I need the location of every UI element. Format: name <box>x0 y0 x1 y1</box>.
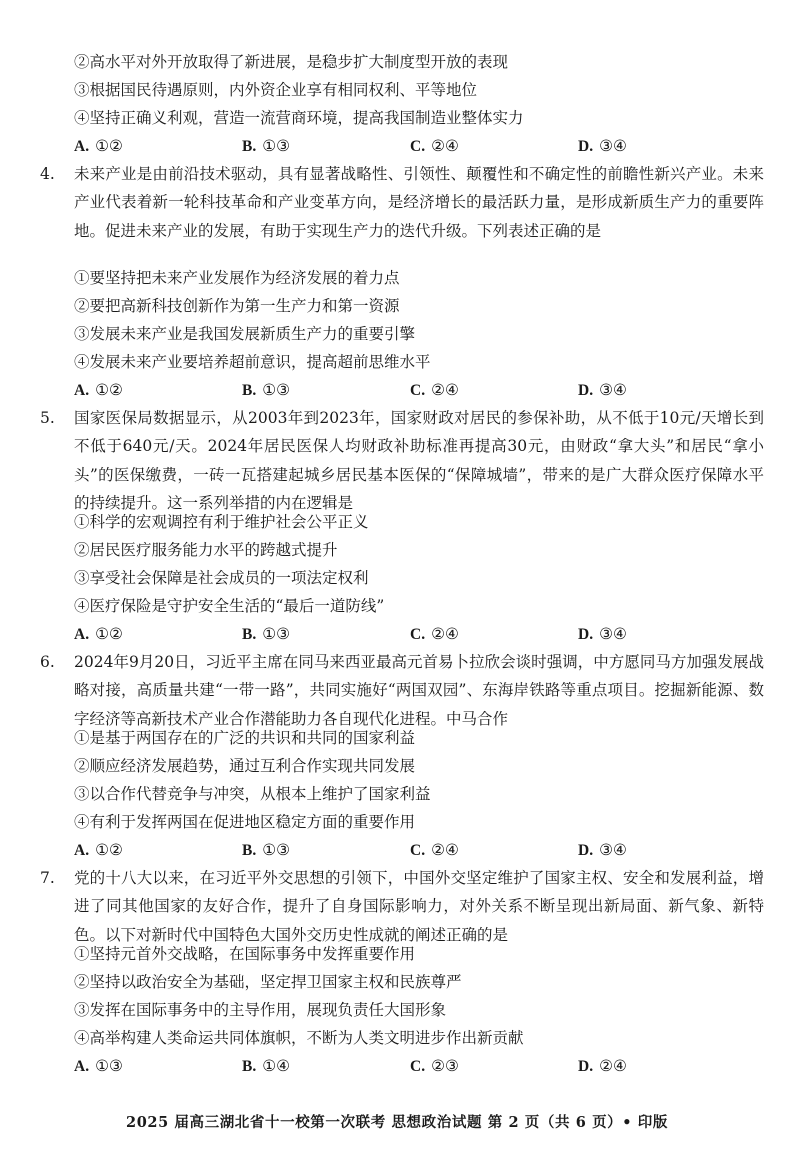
q7-option-a: A. ①③ <box>74 1057 123 1075</box>
q4-item-4: ④发展未来产业要培养超前意识，提高超前思维水平 <box>74 353 431 371</box>
q5-item-4: ④医疗保险是守护安全生活的“最后一道防线” <box>74 597 385 615</box>
q3-item-3: ③根据国民待遇原则，内外资企业享有相同权利、平等地位 <box>74 81 478 99</box>
q4-option-d: D. ③④ <box>578 381 627 399</box>
q4-options <box>74 380 674 400</box>
q5-stem: 国家医保局数据显示，从2003年到2023年，国家财政对居民的参保补助，从不低于10元/天增长到不低于640元/天。2024年居民医保人均财政补助标准再提高30元，由财政“拿大头”和居民“拿小头”的医保缴费，一砖一瓦搭建起城乡居民基本医保的“保障城墙”，带来的是广大群众医疗保障水平的持续提升。这一系列举措的内在逻辑是 <box>74 409 764 512</box>
q6-options <box>74 840 674 860</box>
page-footer: 2025 届高三湖北省十一校第一次联考 思想政治试题 第 2 页（共 6 页）• 印版 <box>126 1114 668 1131</box>
q6-number: 6. <box>40 653 55 671</box>
q5-options <box>74 624 674 644</box>
q7-stem: 党的十八大以来，在习近平外交思想的引领下，中国外交坚定维护了国家主权、安全和发展利益，增进了同其他国家的友好合作，提升了自身国际影响力，对外关系不断呈现出新局面、新气象、新特色。以下对新时代中国特色大国外交历史性成就的阐述正确的是 <box>74 869 764 944</box>
q4-number: 4. <box>40 165 55 183</box>
q6-item-2: ②顺应经济发展趋势，通过互利合作实现共同发展 <box>74 757 416 775</box>
q7-option-b: B. ①④ <box>242 1057 291 1075</box>
q6-item-1: ①是基于两国存在的广泛的共识和共同的国家利益 <box>74 729 416 747</box>
q3-option-b: B. ①③ <box>242 137 291 155</box>
q6-option-a: A. ①② <box>74 841 123 859</box>
q7-item-1: ①坚持元首外交战略，在国际事务中发挥重要作用 <box>74 945 416 963</box>
q6-option-b: B. ①③ <box>242 841 291 859</box>
q6-item-4: ④有利于发挥两国在促进地区稳定方面的重要作用 <box>74 813 416 831</box>
q4-item-3: ③发展未来产业是我国发展新质生产力的重要引擎 <box>74 325 416 343</box>
q6-item-3: ③以合作代替竞争与冲突，从根本上维护了国家利益 <box>74 785 431 803</box>
q5-item-3: ③享受社会保障是社会成员的一项法定权利 <box>74 569 369 587</box>
q7-item-2: ②坚持以政治安全为基础，坚定捍卫国家主权和民族尊严 <box>74 973 462 991</box>
q6-option-d: D. ③④ <box>578 841 627 859</box>
q4-option-a: A. ①② <box>74 381 123 399</box>
q4-item-2: ②要把高新科技创新作为第一生产力和第一资源 <box>74 297 400 315</box>
q3-options <box>74 136 674 156</box>
q4-item-1: ①要坚持把未来产业发展作为经济发展的着力点 <box>74 269 400 287</box>
q3-option-d: D. ③④ <box>578 137 627 155</box>
q4-option-c: C. ②④ <box>410 381 459 399</box>
q7-item-3: ③发挥在国际事务中的主导作用，展现负责任大国形象 <box>74 1001 447 1019</box>
q7-option-d: D. ②④ <box>578 1057 627 1075</box>
q5-item-1: ①科学的宏观调控有利于维护社会公平正义 <box>74 513 369 531</box>
q5-item-2: ②居民医疗服务能力水平的跨越式提升 <box>74 541 338 559</box>
q4-option-b: B. ①③ <box>242 381 291 399</box>
q3-item-2: ②高水平对外开放取得了新进展，是稳步扩大制度型开放的表现 <box>74 53 509 71</box>
q5-option-d: D. ③④ <box>578 625 627 643</box>
q5-option-b: B. ①③ <box>242 625 291 643</box>
q7-options <box>74 1056 674 1076</box>
q3-option-c: C. ②④ <box>410 137 459 155</box>
q3-item-4: ④坚持正确义利观，营造一流营商环境，提高我国制造业整体实力 <box>74 109 524 127</box>
q4-stem: 未来产业是由前沿技术驱动，具有显著战略性、引领性、颠覆性和不确定性的前瞻性新兴产业。未来产业代表着新一轮科技革命和产业变革方向，是经济增长的最活跃力量，是形成新质生产力的重要阵地。促进未来产业的发展，有助于实现生产力的迭代升级。下列表述正确的是 <box>74 165 764 240</box>
q6-stem: 2024年9月20日，习近平主席在同马来西亚最高元首易卜拉欣会谈时强调，中方愿同马方加强发展战略对接，高质量共建“一带一路”，共同实施好“两国双园”、东海岸铁路等重点项目。挖掘新能源、数字经济等高新技术产业合作潜能助力各自现代化进程。中马合作 <box>74 653 764 728</box>
q6-option-c: C. ②④ <box>410 841 459 859</box>
q3-option-a: A. ①② <box>74 137 123 155</box>
q5-option-a: A. ①② <box>74 625 123 643</box>
q7-item-4: ④高举构建人类命运共同体旗帜，不断为人类文明进步作出新贡献 <box>74 1029 524 1047</box>
q5-option-c: C. ②④ <box>410 625 459 643</box>
q7-number: 7. <box>40 869 55 887</box>
q5-number: 5. <box>40 409 55 427</box>
q7-option-c: C. ②③ <box>410 1057 459 1075</box>
